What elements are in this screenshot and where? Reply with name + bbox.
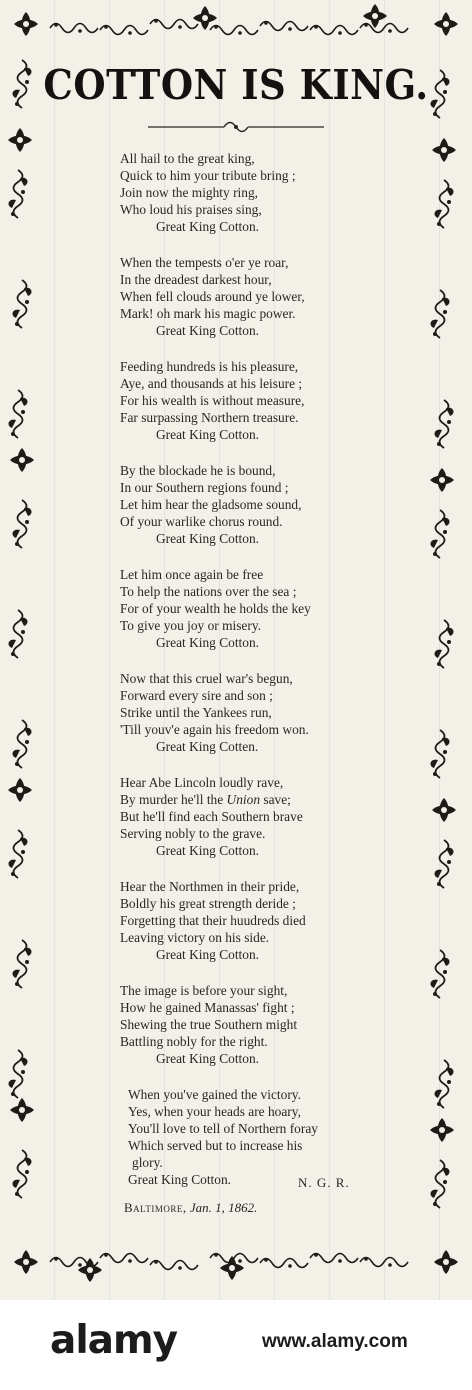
poem-line: Forward every sire and son ; [120,688,273,703]
border-bottom [50,1253,408,1282]
imprint-line [124,1200,257,1216]
refrain-line: Great King Cotton. [156,1051,260,1066]
alamy-logo: alamy [50,1318,178,1363]
poem-line: Yes, when your heads are hoary, [128,1104,301,1119]
refrain-line: Great King Cotten. [156,739,259,754]
stanza [120,878,390,963]
title-ornament-rule [146,119,326,135]
poem-line: You'll love to tell of Northern foray [128,1121,318,1136]
author-initials: N. G. R. [298,1175,350,1190]
poem-line: Of your warlike chorus round. [120,514,283,529]
poem-line: Feeding hundreds is his pleasure, [120,359,299,374]
refrain-line: Great King Cotton. [156,427,260,442]
poem-line: Let him once again be free [120,567,264,582]
poem-line: In our Southern regions found ; [120,480,289,495]
border-right [430,70,456,1208]
poem-line: Leaving victory on his side. [120,930,270,945]
poem-line: 'Till youv'e again his freedom won. [120,722,309,737]
alamy-url: www.alamy.com [262,1331,408,1352]
poem-line: How he gained Manassas' fight ; [120,1000,295,1015]
poem-line: Hear the Northmen in their pride, [120,879,300,894]
poem-line: For of your wealth he holds the key [120,601,311,616]
imprint-date: Jan. 1, 1862. [189,1200,258,1215]
poem-line: Quick to him your tribute bring ; [120,168,296,183]
poem-line: When fell clouds around ye lower, [120,289,305,304]
refrain-line: Great King Cotton. [156,947,260,962]
stanza-final [120,1086,390,1188]
refrain-line: Great King Cotton. [156,531,260,546]
poem-line: Mark! oh mark his magic power. [120,306,296,321]
poem-line: In the dreadest darkest hour, [120,272,272,287]
poem-line: Boldly his great strength deride ; [120,896,296,911]
stanza [120,358,390,443]
poem-line: By the blockade he is bound, [120,463,276,478]
poem-line: For his wealth is without measure, [120,393,305,408]
poem-line: Join now the mighty ring, [120,185,258,200]
stanza [120,670,390,755]
refrain-line: Great King Cotton. [156,219,260,234]
poem-line: glory. [132,1155,163,1170]
stanza [120,774,390,859]
poem-line: Let him hear the gladsome sound, [120,497,302,512]
poem-line: Battling nobly for the right. [120,1034,268,1049]
broadside-title: COTTON IS KING. [43,60,429,110]
poem-line: Hear Abe Lincoln loudly rave, [120,775,284,790]
stanza [120,566,390,651]
poem-line: Far surpassing Northern treasure. [120,410,299,425]
poem-line: When you've gained the victory. [128,1087,301,1102]
poem-line: But he'll find each Southern brave [120,809,303,824]
poem-line: By murder he'll the Union save; [120,792,291,807]
stanza [120,982,390,1067]
refrain-line: Great King Cotton. [128,1172,232,1187]
poem-line: Serving nobly to the grave. [120,826,266,841]
poem-line: Who loud his praises sing, [120,202,262,217]
border-top [50,4,408,35]
poem-line: To give you joy or misery. [120,618,262,633]
stanza [120,254,390,339]
imprint-place: Baltimore, [124,1200,187,1215]
poem-line: Aye, and thousands at his leisure ; [120,376,303,391]
poem-line: Forgetting that their huudreds died [120,913,306,928]
poem-line: To help the nations over the sea ; [120,584,297,599]
stanza [120,150,390,235]
poem-line: All hail to the great king, [120,151,255,166]
refrain-line: Great King Cotton. [156,635,260,650]
refrain-line: Great King Cotton. [156,843,260,858]
poem-line: Now that this cruel war's begun, [120,671,293,686]
poem-line: Strike until the Yankees run, [120,705,272,720]
poem-line: Which served but to increase his [128,1138,303,1153]
poem-line: The image is before your sight, [120,983,288,998]
poem-line: When the tempests o'er ye roar, [120,255,289,270]
border-left [8,60,34,1198]
poem-line: Shewing the true Southern might [120,1017,298,1032]
italic-word: Union [226,792,261,807]
poem-body [120,150,390,1207]
refrain-line: Great King Cotton. [156,323,260,338]
stanza [120,462,390,547]
